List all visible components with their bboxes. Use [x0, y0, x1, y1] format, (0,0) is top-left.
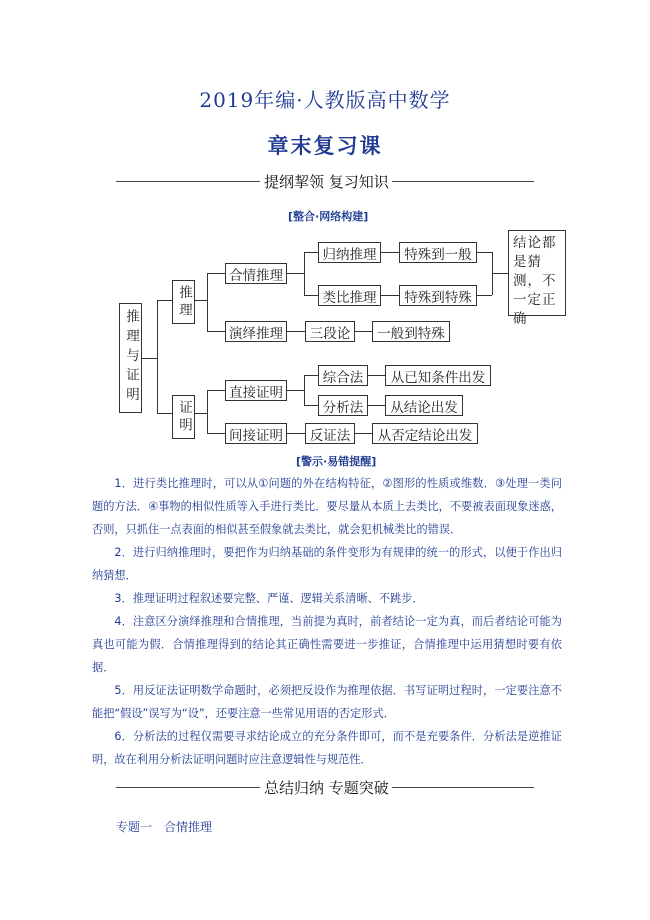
- diagram-reasoning: [172, 280, 195, 324]
- connector: [304, 252, 318, 253]
- diagram-conclusion: [508, 230, 566, 327]
- diagram-indirect: 间接证明: [225, 423, 287, 444]
- network-tag: [整合·网络构建]: [288, 210, 369, 223]
- connector: [157, 300, 172, 301]
- diagram-contradiction: 反证法: [305, 423, 355, 444]
- chapter-subtitle: 章末复习课: [267, 133, 383, 158]
- connector: [304, 252, 305, 295]
- section-divider-right: [392, 787, 534, 788]
- connector: [492, 273, 508, 274]
- connector: [477, 295, 492, 296]
- connector: [304, 295, 318, 296]
- connector: [304, 405, 318, 406]
- connector: [368, 405, 385, 406]
- diagram-proof-label: 证明: [176, 399, 192, 435]
- connector: [157, 413, 172, 414]
- diagram-reasoning-label: 推理: [176, 284, 192, 320]
- diagram-analogy-desc: 特殊到特殊: [399, 285, 477, 306]
- connector: [287, 331, 305, 332]
- connector: [355, 331, 372, 332]
- topic-heading: 专题一 合情推理: [116, 820, 213, 834]
- connector: [207, 273, 225, 274]
- section-heading-summary: 总结归纳 专题突破: [264, 779, 389, 797]
- diagram-syllogism: 三段论: [305, 321, 355, 342]
- diagram-analogy: 类比推理: [318, 285, 381, 306]
- section-divider-left: [116, 181, 260, 182]
- connector: [381, 295, 399, 296]
- connector: [207, 433, 225, 434]
- diagram-root-label: 推理与证明: [123, 309, 139, 407]
- diagram-plausible: 合情推理: [225, 263, 287, 284]
- section-divider-right: [392, 181, 534, 182]
- connector: [287, 273, 304, 274]
- connector: [207, 331, 225, 332]
- diagram-proof: [172, 395, 195, 439]
- connector: [142, 358, 157, 359]
- connector: [304, 375, 318, 376]
- connector: [157, 300, 158, 413]
- connector: [207, 273, 208, 331]
- diagram-deductive: 演绎推理: [225, 321, 287, 342]
- connector: [477, 252, 492, 253]
- connector: [355, 433, 372, 434]
- section-divider-left: [116, 787, 260, 788]
- connector: [287, 390, 304, 391]
- diagram-direct: 直接证明: [225, 380, 287, 401]
- connector: [207, 390, 225, 391]
- connector: [304, 375, 305, 405]
- tip-paragraph: 1．进行类比推理时，可以从①问题的外在结构特征，②图形的性质或维数．③处理一类问题的方法．④事物的相似性质等入手进行类比．要尽量从本质上去类比，不要被表面现象迷惑，否则，只抓住一点表面的相似甚至假象就去类比，就会犯机械类比的错误．: [92, 477, 562, 536]
- tip-paragraph: 4．注意区分演绎推理和合情推理，当前提为真时，前者结论一定为真，而后者结论可能为真也可能为假．合情推理得到的结论其正确性需要进一步推证，合情推理中运用猜想时要有依据．: [92, 615, 562, 674]
- diagram-syllogism-desc: 一般到特殊: [372, 321, 450, 342]
- connector: [287, 433, 305, 434]
- connector: [207, 390, 208, 433]
- diagram-synthetic-desc: 从已知条件出发: [385, 365, 491, 386]
- tip-paragraph: 6．分析法的过程仅需要寻求结论成立的充分条件即可，而不是充要条件．分析法是逆推证明，故在利用分析法证明问题时应注意逻辑性与规范性．: [92, 730, 562, 766]
- page-title: 2019年编·人教版高中数学: [199, 88, 451, 112]
- warning-tag: [警示·易错提醒]: [296, 455, 377, 468]
- connector: [195, 413, 207, 414]
- diagram-root: [119, 303, 142, 413]
- tip-paragraph: 5．用反证法证明数学命题时，必须把反设作为推理依据．书写证明过程时，一定要注意不能把“假设”误写为“设”，还要注意一些常见用语的否定形式．: [92, 684, 562, 720]
- diagram-contradiction-desc: 从否定结论出发: [372, 423, 478, 444]
- diagram-conclusion-label: 结论都是猜测，不一定正确: [513, 235, 557, 327]
- diagram-induction: 归纳推理: [318, 242, 381, 263]
- connector: [195, 300, 207, 301]
- diagram-synthetic: 综合法: [318, 365, 368, 386]
- connector: [368, 375, 385, 376]
- tip-paragraph: 2．进行归纳推理时，要把作为归纳基础的条件变形为有规律的统一的形式，以便于作出归纳猜想．: [92, 546, 562, 582]
- section-heading-review: 提纲挈领 复习知识: [264, 173, 389, 191]
- diagram-induction-desc: 特殊到一般: [399, 242, 477, 263]
- diagram-analytic-desc: 从结论出发: [385, 395, 463, 416]
- tip-paragraph: 3．推理证明过程叙述要完整、严谨、逻辑关系清晰、不跳步．: [114, 592, 424, 605]
- connector: [381, 252, 399, 253]
- diagram-analytic: 分析法: [318, 395, 368, 416]
